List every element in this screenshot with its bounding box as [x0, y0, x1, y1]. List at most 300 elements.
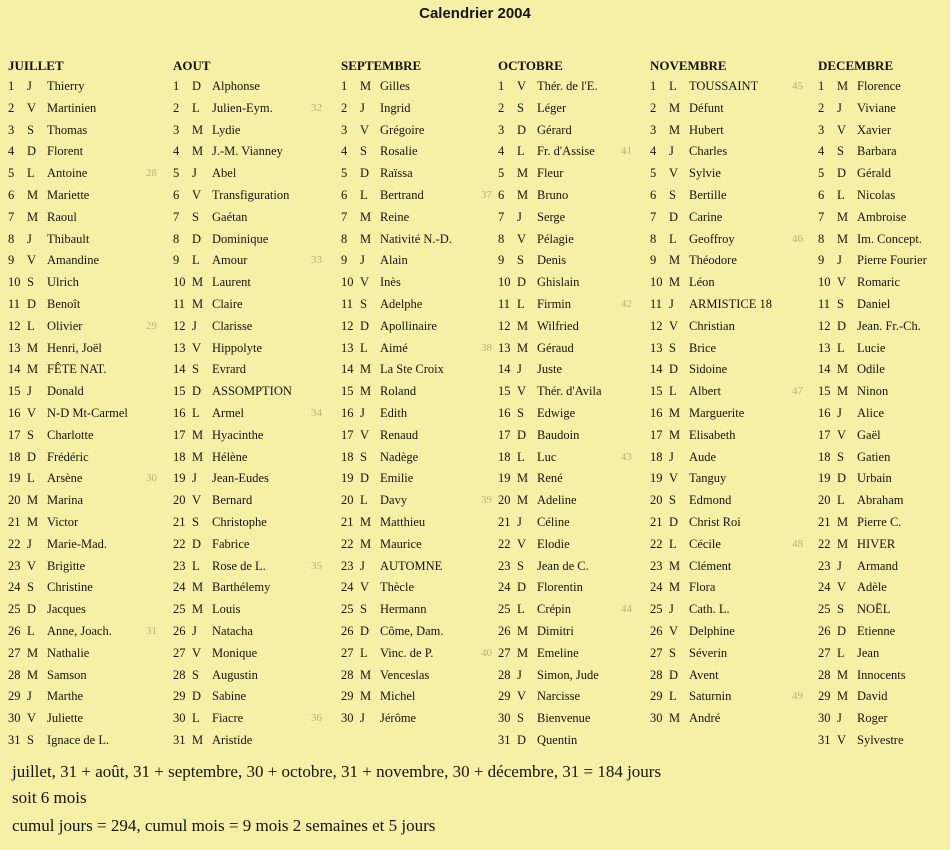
day-row: [173, 381, 292, 403]
day-number: 29: [8, 689, 21, 704]
day-row: [650, 686, 803, 708]
weekday-letter: L: [837, 493, 845, 508]
day-number: 26: [8, 623, 21, 638]
month-column-decembre: [818, 56, 927, 752]
weekday-letter: V: [192, 340, 202, 355]
day-number: 20: [818, 493, 831, 508]
day-row: [818, 403, 893, 425]
day-row: [173, 686, 247, 708]
saint-name: Thomas: [47, 122, 88, 137]
week-number: 32: [311, 101, 322, 114]
saint-name: Pierre C.: [857, 514, 902, 529]
day-number: 24: [173, 580, 186, 595]
day-row: [650, 98, 727, 120]
weekday-letter: M: [517, 471, 529, 486]
saint-name: Hermann: [380, 602, 427, 617]
day-row: [8, 490, 84, 512]
saint-name: Xavier: [857, 122, 892, 137]
week-number: 33: [311, 254, 322, 267]
day-number: 1: [818, 79, 825, 93]
day-number: 28: [341, 667, 354, 682]
day-number: 24: [341, 580, 354, 595]
weekday-letter: D: [27, 602, 37, 617]
weekday-letter: M: [669, 122, 681, 137]
weekday-letter: L: [669, 689, 677, 704]
weekday-letter: J: [27, 689, 32, 704]
day-row: [498, 577, 583, 599]
weekday-letter: M: [360, 514, 372, 529]
saint-name: Jacques: [47, 602, 86, 617]
week-number: 42: [621, 297, 632, 310]
weekday-letter: M: [360, 689, 372, 704]
saint-name: Quentin: [537, 732, 578, 747]
weekday-letter: J: [27, 231, 32, 246]
day-number: 6: [650, 187, 657, 202]
day-row: [650, 708, 727, 730]
weekday-letter: M: [360, 231, 372, 246]
weekday-letter: V: [669, 623, 679, 638]
weekday-letter: J: [360, 405, 365, 420]
day-number: 29: [341, 689, 354, 704]
day-number: 20: [650, 493, 663, 508]
day-row: [341, 250, 421, 272]
weekday-letter: M: [192, 144, 204, 159]
day-row: [498, 98, 567, 120]
calendar-title: Calendrier 2004: [419, 5, 531, 22]
day-row: [8, 163, 157, 185]
day-number: 20: [341, 493, 354, 508]
day-row: [8, 185, 90, 207]
weekday-letter: M: [27, 340, 39, 355]
month-column-juillet: [8, 56, 157, 752]
weekday-letter: M: [669, 711, 681, 726]
day-number: 3: [341, 122, 348, 137]
day-row: [8, 250, 100, 272]
day-row: [498, 120, 572, 142]
day-row: [8, 621, 157, 643]
weekday-letter: D: [27, 296, 37, 311]
day-row: [818, 665, 906, 687]
saint-name: Ignace de L.: [47, 732, 110, 747]
saint-name: AUTOMNE: [380, 558, 443, 573]
day-row: [650, 381, 803, 403]
day-row: [650, 141, 727, 163]
day-number: 2: [818, 100, 825, 115]
weekday-letter: M: [837, 514, 849, 529]
saint-name: Marthe: [47, 689, 84, 704]
weekday-letter: V: [669, 166, 679, 181]
day-number: 26: [341, 623, 354, 638]
weekday-letter: V: [27, 253, 37, 268]
week-number: 39: [481, 494, 492, 507]
saint-name: Clément: [689, 558, 732, 573]
day-row: [818, 708, 893, 730]
day-row: [173, 76, 260, 98]
day-number: 21: [341, 514, 354, 529]
weekday-letter: M: [517, 493, 529, 508]
saint-name: Frédéric: [47, 449, 89, 464]
saint-name: J.-M. Vianney: [212, 144, 283, 159]
weekday-letter: M: [669, 558, 681, 573]
day-row: [173, 643, 258, 665]
day-number: 19: [818, 471, 831, 486]
day-number: 3: [650, 122, 657, 137]
day-row: [341, 403, 421, 425]
weekday-letter: M: [192, 732, 204, 747]
day-row: [498, 338, 574, 360]
saint-name: Bienvenue: [537, 711, 591, 726]
day-row: [341, 294, 421, 316]
day-row: [818, 381, 893, 403]
day-row: [498, 556, 589, 578]
saint-name: Albert: [689, 384, 721, 399]
day-number: 9: [8, 253, 15, 268]
saint-name: Delphine: [689, 623, 735, 638]
day-number: 22: [498, 536, 511, 551]
day-row: [818, 163, 893, 185]
day-number: 28: [498, 667, 511, 682]
day-number: 10: [498, 275, 511, 290]
saint-name: Olivier: [47, 318, 83, 333]
saint-name: Matthieu: [380, 514, 426, 529]
day-row: [818, 250, 927, 272]
day-row: [818, 534, 896, 556]
saint-name: Juste: [537, 362, 562, 377]
saint-name: Raïssa: [380, 166, 413, 181]
day-number: 26: [498, 623, 511, 638]
weekday-letter: J: [837, 405, 842, 420]
saint-name: Charles: [689, 144, 728, 159]
day-row: [818, 76, 901, 98]
day-number: 15: [173, 384, 186, 399]
weekday-letter: S: [669, 340, 676, 355]
weekday-letter: L: [517, 296, 525, 311]
day-row: [498, 163, 563, 185]
day-number: 23: [341, 558, 354, 573]
day-number: 4: [173, 144, 180, 159]
day-row: [498, 207, 566, 229]
weekday-letter: J: [360, 558, 365, 573]
weekday-letter: M: [837, 384, 849, 399]
day-row: [173, 512, 267, 534]
day-number: 25: [818, 602, 831, 617]
weekday-letter: L: [192, 100, 200, 115]
weekday-letter: D: [517, 580, 527, 595]
weekday-letter: D: [192, 231, 202, 246]
day-number: 11: [341, 296, 354, 311]
saint-name: Pierre Fourier: [857, 253, 927, 268]
day-row: [8, 577, 93, 599]
day-row: [650, 599, 730, 621]
day-number: 18: [173, 449, 186, 464]
day-row: [341, 447, 421, 469]
day-row: [8, 381, 84, 403]
saint-name: Arsène: [47, 471, 83, 486]
day-row: [498, 665, 599, 687]
day-row: [8, 120, 88, 142]
day-row: [498, 686, 581, 708]
weekday-letter: M: [837, 79, 849, 93]
day-row: [173, 120, 241, 142]
day-row: [8, 468, 157, 490]
day-number: 7: [650, 209, 657, 224]
day-number: 19: [173, 471, 186, 486]
saint-name: Julien-Eym.: [212, 100, 273, 115]
weekday-letter: M: [669, 405, 681, 420]
day-row: [818, 686, 893, 708]
weekday-letter: V: [517, 384, 527, 399]
day-row: [173, 316, 253, 338]
day-row: [498, 708, 591, 730]
weekday-letter: V: [837, 275, 847, 290]
day-row: [173, 229, 269, 251]
day-row: [8, 338, 102, 360]
saint-name: Alphonse: [212, 79, 260, 93]
day-number: 8: [498, 231, 505, 246]
day-row: [818, 556, 898, 578]
weekday-letter: S: [360, 602, 367, 617]
day-row: [498, 381, 602, 403]
saint-name: Reine: [380, 209, 410, 224]
saint-name: Sylvestre: [857, 732, 904, 747]
day-row: [650, 447, 727, 469]
day-number: 10: [173, 275, 186, 290]
weekday-letter: S: [517, 253, 524, 268]
day-row: [341, 665, 430, 687]
saint-name: Serge: [537, 209, 566, 224]
day-number: 6: [818, 187, 825, 202]
saint-name: Apollinaire: [380, 318, 437, 333]
saint-name: ARMISTICE 18: [689, 296, 772, 311]
saint-name: Urbain: [857, 471, 892, 486]
saint-name: Monique: [212, 645, 258, 660]
day-number: 12: [173, 318, 186, 333]
day-number: 8: [173, 231, 180, 246]
day-row: [8, 447, 89, 469]
day-number: 22: [341, 536, 354, 551]
day-number: 23: [8, 558, 21, 573]
day-row: [173, 556, 322, 578]
saint-name: Nadège: [380, 449, 419, 464]
weekday-letter: J: [360, 711, 365, 726]
day-row: [818, 490, 904, 512]
weekday-letter: M: [27, 667, 39, 682]
day-number: 11: [818, 296, 831, 311]
saint-name: Augustin: [212, 667, 258, 682]
day-row: [8, 294, 81, 316]
saint-name: Crépin: [537, 602, 572, 617]
week-number: 49: [792, 690, 803, 703]
weekday-letter: V: [192, 493, 202, 508]
saint-name: Marguerite: [689, 405, 745, 420]
day-row: [341, 643, 492, 665]
saint-name: Ulrich: [47, 275, 79, 290]
week-number: 35: [311, 559, 322, 572]
weekday-letter: J: [837, 558, 842, 573]
weekday-letter: M: [360, 384, 372, 399]
day-number: 21: [173, 514, 186, 529]
saint-name: Benoît: [47, 296, 81, 311]
saint-name: La Ste Croix: [380, 362, 444, 377]
saint-name: FÊTE NAT.: [47, 362, 107, 377]
month-column-septembre: [341, 56, 492, 730]
weekday-letter: D: [27, 449, 37, 464]
day-row: [818, 185, 896, 207]
week-number: 36: [311, 712, 322, 725]
day-number: 15: [8, 384, 21, 399]
day-row: [818, 316, 921, 338]
saint-name: Gilles: [380, 79, 410, 93]
saint-name: Edwige: [537, 405, 576, 420]
day-row: [173, 185, 290, 207]
weekday-letter: V: [837, 427, 847, 442]
day-number: 25: [173, 602, 186, 617]
day-row: [818, 621, 896, 643]
day-number: 10: [650, 275, 663, 290]
day-row: [8, 316, 157, 338]
saint-name: Florentin: [537, 580, 583, 595]
saint-name: Florence: [857, 79, 901, 93]
day-number: 1: [341, 79, 348, 93]
day-row: [498, 534, 570, 556]
day-number: 19: [8, 471, 21, 486]
weekday-letter: M: [837, 209, 849, 224]
day-row: [650, 359, 727, 381]
day-number: 12: [341, 318, 354, 333]
day-number: 10: [8, 275, 21, 290]
saint-name: Saturnin: [689, 689, 732, 704]
day-row: [341, 490, 492, 512]
day-number: 22: [8, 536, 21, 551]
day-number: 22: [818, 536, 831, 551]
week-number: 40: [481, 646, 492, 659]
month-name: NOVEMBRE: [650, 58, 727, 73]
weekday-letter: J: [517, 362, 522, 377]
weekday-letter: S: [837, 296, 844, 311]
saint-name: Thér. d'Avila: [537, 384, 602, 399]
saint-name: Maurice: [380, 536, 422, 551]
day-row: [8, 98, 97, 120]
footer-line-1: juillet, 31 + août, 31 + septembre, 30 + octobre, 31 + novembre, 30 + décembre, 31 = 184 jours: [12, 762, 662, 781]
weekday-letter: M: [27, 493, 39, 508]
day-row: [341, 207, 421, 229]
day-number: 12: [818, 318, 831, 333]
day-number: 23: [498, 558, 511, 573]
day-number: 2: [650, 100, 657, 115]
day-row: [173, 250, 322, 272]
day-row: [173, 425, 264, 447]
saint-name: Tanguy: [689, 471, 727, 486]
day-row: [650, 316, 735, 338]
saint-name: Léon: [689, 275, 715, 290]
day-number: 9: [341, 253, 348, 268]
saint-name: Jean-Eudes: [212, 471, 269, 486]
weekday-letter: V: [27, 405, 37, 420]
saint-name: Inès: [380, 275, 401, 290]
day-row: [650, 272, 727, 294]
weekday-letter: M: [27, 209, 39, 224]
day-number: 21: [8, 514, 21, 529]
day-number: 5: [8, 166, 15, 181]
day-number: 2: [498, 100, 505, 115]
day-row: [498, 76, 598, 98]
day-number: 22: [173, 536, 186, 551]
day-number: 12: [8, 318, 21, 333]
saint-name: Aimé: [380, 340, 408, 355]
saint-name: Michel: [380, 689, 416, 704]
saint-name: Raoul: [47, 209, 77, 224]
saint-name: Aristide: [212, 732, 253, 747]
day-row: [341, 120, 425, 142]
week-number: 45: [792, 80, 803, 92]
day-row: [341, 599, 427, 621]
saint-name: Ingrid: [380, 100, 411, 115]
weekday-letter: D: [837, 166, 847, 181]
week-number: 43: [621, 450, 632, 463]
day-number: 1: [173, 79, 180, 93]
weekday-letter: S: [27, 732, 34, 747]
saint-name: Sidoine: [689, 362, 728, 377]
weekday-letter: M: [517, 645, 529, 660]
day-number: 15: [498, 384, 511, 399]
saint-name: Ambroise: [857, 209, 907, 224]
day-row: [498, 512, 570, 534]
saint-name: Juliette: [47, 711, 84, 726]
day-row: [173, 338, 262, 360]
saint-name: Cécile: [689, 536, 721, 551]
saint-name: Dimitri: [537, 623, 574, 638]
day-number: 1: [8, 79, 15, 93]
weekday-letter: J: [360, 253, 365, 268]
saint-name: Venceslas: [380, 667, 430, 682]
day-number: 30: [173, 711, 186, 726]
weekday-letter: D: [517, 122, 527, 137]
weekday-letter: D: [517, 275, 527, 290]
day-number: 5: [818, 166, 825, 181]
day-number: 9: [173, 253, 180, 268]
day-number: 24: [498, 580, 511, 595]
weekday-letter: D: [517, 732, 527, 747]
saint-name: Nicolas: [857, 187, 896, 202]
day-number: 27: [818, 645, 831, 660]
weekday-letter: M: [837, 231, 849, 246]
day-number: 16: [650, 405, 663, 420]
weekday-letter: J: [192, 318, 197, 333]
day-row: [173, 599, 241, 621]
day-row: [8, 76, 85, 98]
day-number: 14: [498, 362, 511, 377]
week-number: 30: [146, 472, 157, 485]
weekday-letter: J: [669, 602, 674, 617]
day-row: [341, 468, 421, 490]
weekday-letter: J: [192, 166, 197, 181]
day-number: 19: [341, 471, 354, 486]
day-row: [8, 425, 94, 447]
day-row: [818, 98, 896, 120]
weekday-letter: M: [27, 645, 39, 660]
weekday-letter: D: [669, 514, 679, 529]
day-row: [650, 163, 727, 185]
day-row: [341, 425, 421, 447]
weekday-letter: S: [837, 144, 844, 159]
day-number: 26: [650, 623, 663, 638]
saint-name: Davy: [380, 493, 408, 508]
saint-name: N-D Mt-Carmel: [47, 405, 128, 420]
weekday-letter: M: [837, 667, 849, 682]
day-row: [650, 294, 772, 316]
weekday-letter: L: [669, 79, 677, 93]
day-row: [498, 425, 580, 447]
